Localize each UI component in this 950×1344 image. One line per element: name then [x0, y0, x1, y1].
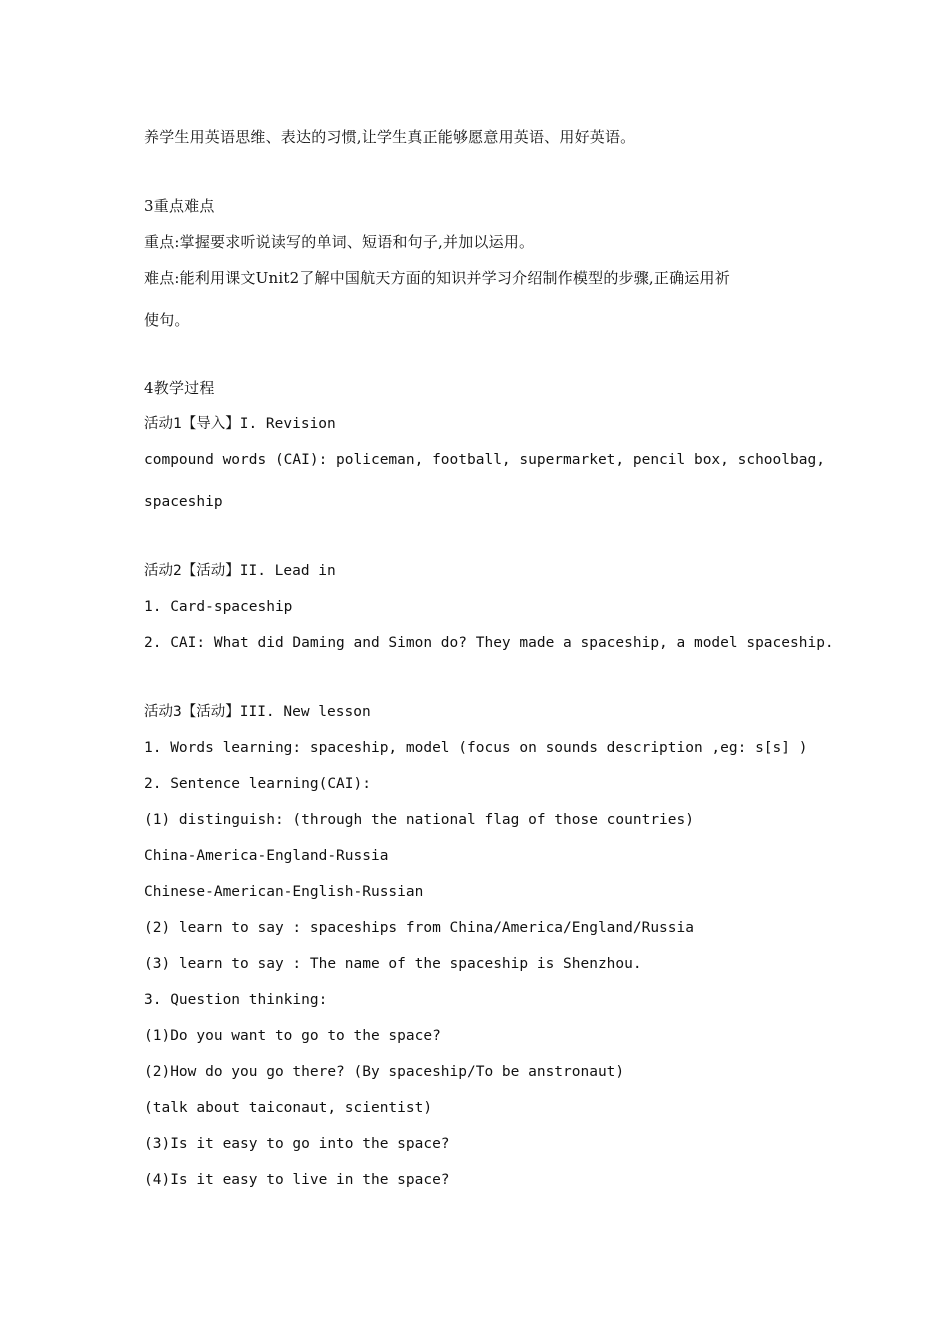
activity3-line: (3)Is it easy to go into the space?	[144, 1136, 450, 1152]
activity3-line: (4)Is it easy to live in the space?	[144, 1172, 450, 1188]
activity2-title: 活动2【活动】II. Lead in	[144, 563, 336, 579]
activity1-line2: spaceship	[144, 494, 223, 510]
activity3-line: (3) learn to say : The name of the spaceship is Shenzhou.	[144, 956, 642, 972]
activity3-line: (1)Do you want to go to the space?	[144, 1028, 441, 1044]
activity1-title: 活动1【导入】I. Revision	[144, 416, 336, 432]
intro-continuation: 养学生用英语思维、表达的习惯,让学生真正能够愿意用英语、用好英语。	[144, 128, 636, 146]
key-point-text: 重点:掌握要求听说读写的单词、短语和句子,并加以运用。	[144, 233, 535, 251]
difficulty-text-line2: 使句。	[144, 311, 190, 329]
section-heading-teaching-process: 4教学过程	[144, 379, 215, 397]
activity3-line: Chinese-American-English-Russian	[144, 884, 424, 900]
activity3-line: 1. Words learning: spaceship, model (focus on sounds description ,eg: s[s] )	[144, 740, 808, 756]
activity3-line: 2. Sentence learning(CAI):	[144, 776, 371, 792]
activity3-title: 活动3【活动】III. New lesson	[144, 704, 371, 720]
activity3-line: 3. Question thinking:	[144, 992, 328, 1008]
activity1-line1: compound words (CAI): policeman, football, supermarket, pencil box, schoolbag,	[144, 452, 825, 468]
activity3-line: (talk about taiconaut, scientist)	[144, 1100, 433, 1116]
section-heading-key-points: 3重点难点	[144, 197, 215, 215]
activity3-line: (2) learn to say : spaceships from China/America/England/Russia	[144, 920, 694, 936]
activity3-line: China-America-England-Russia	[144, 848, 389, 864]
difficulty-text-line1: 难点:能利用课文Unit2了解中国航天方面的知识并学习介绍制作模型的步骤,正确运用祈	[144, 269, 730, 287]
activity3-line: (1) distinguish: (through the national flag of those countries)	[144, 812, 694, 828]
activity2-item2: 2. CAI: What did Daming and Simon do? They made a spaceship, a model spaceship.	[144, 635, 834, 651]
activity3-line: (2)How do you go there? (By spaceship/To be anstronaut)	[144, 1064, 625, 1080]
activity2-item1: 1. Card-spaceship	[144, 599, 293, 615]
